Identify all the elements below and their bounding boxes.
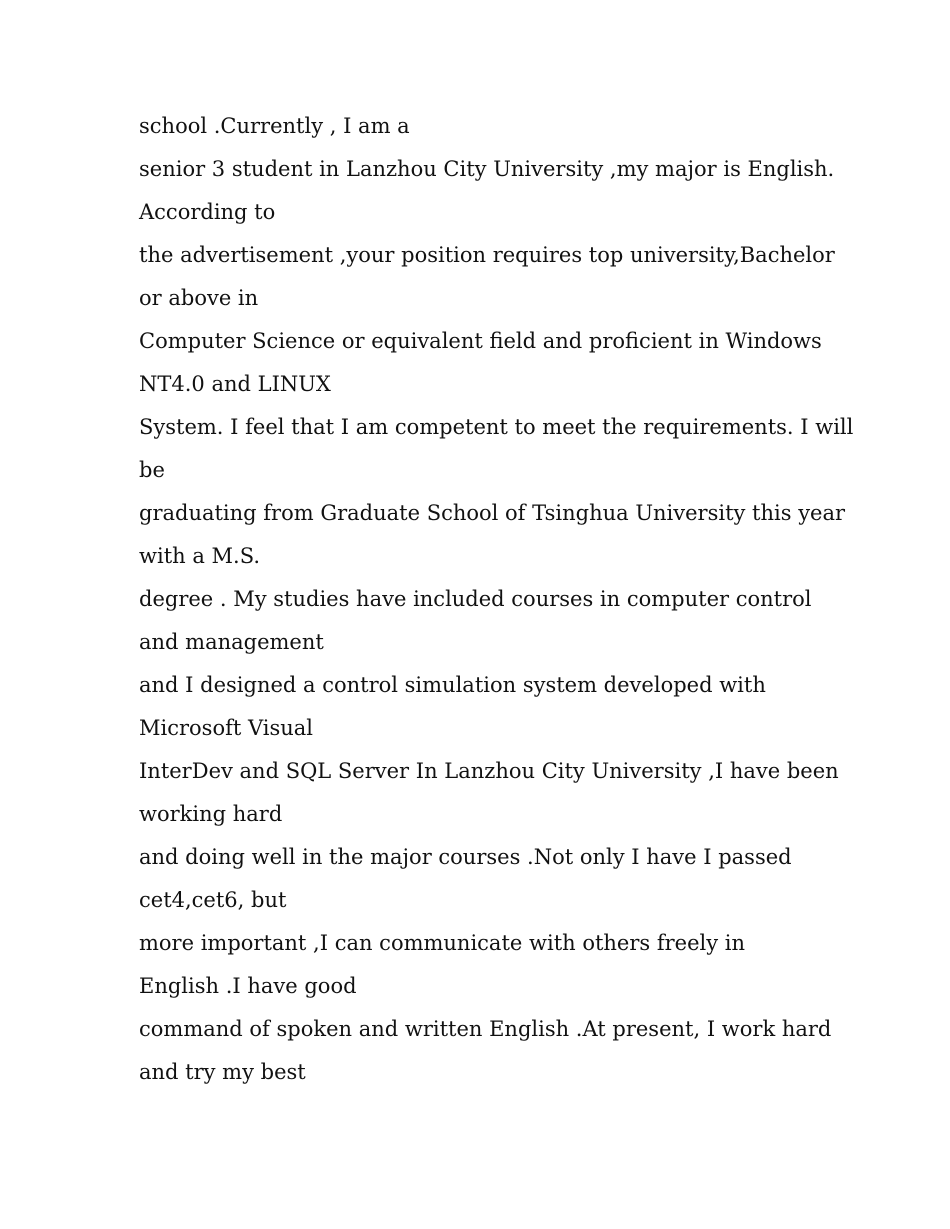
text-line: English .I have good [139, 974, 357, 998]
text-line: and management [139, 630, 324, 654]
text-line: NT4.0 and LINUX [139, 372, 331, 396]
text-line: cet4,cet6, but [139, 888, 287, 912]
text-line: more important ,I can communicate with others freely in [139, 931, 746, 955]
text-line: and try my best [139, 1060, 306, 1084]
text-line: and doing well in the major courses .Not only I have I passed [139, 845, 792, 869]
text-line: According to [139, 200, 276, 224]
text-line: and I designed a control simulation system developed with [139, 673, 766, 697]
text-line: System. I feel that I am competent to meet the requirements. I will [139, 415, 854, 439]
text-line: Computer Science or equivalent field and proficient in Windows [139, 329, 822, 353]
text-line: degree . My studies have included courses in computer control [139, 587, 812, 611]
text-line: senior 3 student in Lanzhou City University ,my major is English. [139, 157, 835, 181]
text-line: working hard [139, 802, 283, 826]
text-line: school .Currently , I am a [139, 114, 410, 138]
text-line: InterDev and SQL Server In Lanzhou City University ,I have been [139, 759, 839, 783]
text-line: be [139, 458, 165, 482]
body-text [139, 105, 854, 1094]
text-line: Microsoft Visual [139, 716, 314, 740]
text-line: graduating from Graduate School of Tsinghua University this year [139, 501, 846, 525]
text-line: or above in [139, 286, 259, 310]
text-line: command of spoken and written English .At present, I work hard [139, 1017, 832, 1041]
text-line: the advertisement ,your position requires top university,Bachelor [139, 243, 835, 267]
text-line: with a M.S. [139, 544, 261, 568]
